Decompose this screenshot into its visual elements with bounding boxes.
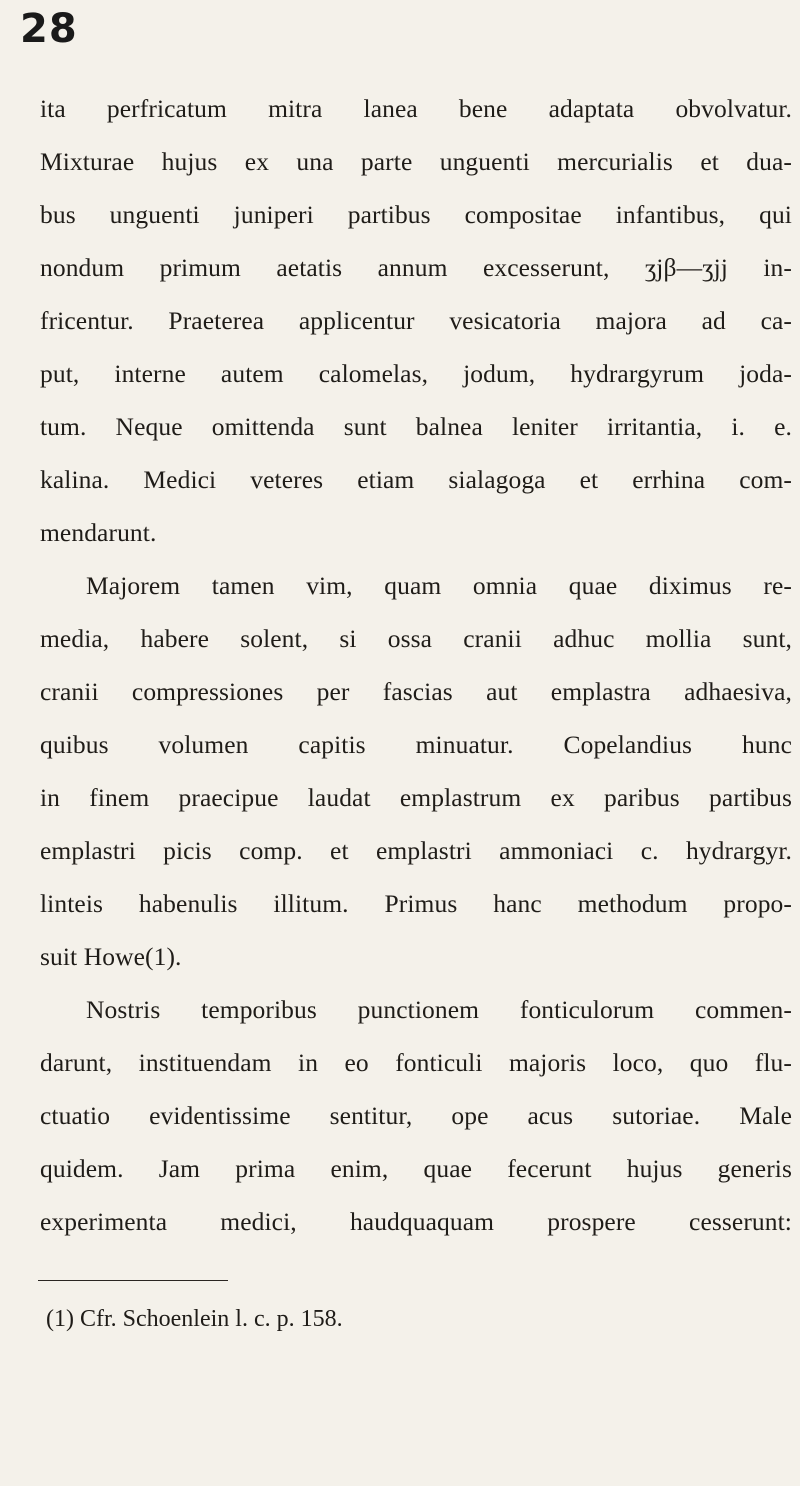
footnote-marker: (1) — [46, 1306, 74, 1332]
text-line: Nostris temporibus punctionem fonticulorum commen- — [86, 995, 792, 1024]
text-line: experimenta medici, haudquaquam prospere cesserunt: — [40, 1207, 792, 1236]
text-line: suit Howe(1). — [40, 942, 182, 971]
footnote-divider — [38, 1280, 228, 1281]
text-line: quidem. Jam prima enim, quae fecerunt hujus generis — [40, 1154, 792, 1183]
footnote — [46, 1306, 343, 1333]
text-line: darunt, instituendam in eo fonticuli majoris loco, quo flu- — [40, 1048, 792, 1077]
text-line: fricentur. Praeterea applicentur vesicatoria majora ad ca- — [40, 306, 792, 335]
text-line: ita perfricatum mitra lanea bene adaptata obvolvatur. — [40, 94, 792, 123]
footnote-text: Cfr. Schoenlein l. c. p. 158. — [79, 1306, 343, 1332]
text-line: cranii compressiones per fascias aut emplastra adhaesiva, — [40, 677, 792, 706]
text-line: media, habere solent, si ossa cranii adhuc mollia sunt, — [40, 624, 792, 653]
text-line: quibus volumen capitis minuatur. Copelandius hunc — [40, 730, 792, 759]
text-line: mendarunt. — [40, 518, 157, 547]
text-line: nondum primum aetatis annum excesserunt, ʒjβ—ʒjj in- — [40, 253, 792, 282]
text-line: kalina. Medici veteres etiam sialagoga et errhina com- — [40, 465, 792, 494]
text-line: tum. Neque omittenda sunt balnea leniter irritantia, i. e. — [40, 412, 792, 441]
text-line: linteis habenulis illitum. Primus hanc methodum propo- — [40, 889, 792, 918]
page-number: 28 — [20, 6, 78, 52]
text-line: ctuatio evidentissime sentitur, ope acus sutoriae. Male — [40, 1101, 792, 1130]
text-line: in finem praecipue laudat emplastrum ex paribus partibus — [40, 783, 792, 812]
text-line: emplastri picis comp. et emplastri ammoniaci c. hydrargyr. — [40, 836, 792, 865]
text-line: Majorem tamen vim, quam omnia quae diximus re- — [86, 571, 792, 600]
body-text — [40, 82, 792, 1248]
text-line: Mixturae hujus ex una parte unguenti mercurialis et dua- — [40, 147, 792, 176]
text-line: bus unguenti juniperi partibus compositae infantibus, qui — [40, 200, 792, 229]
text-line: put, interne autem calomelas, jodum, hydrargyrum joda- — [40, 359, 792, 388]
